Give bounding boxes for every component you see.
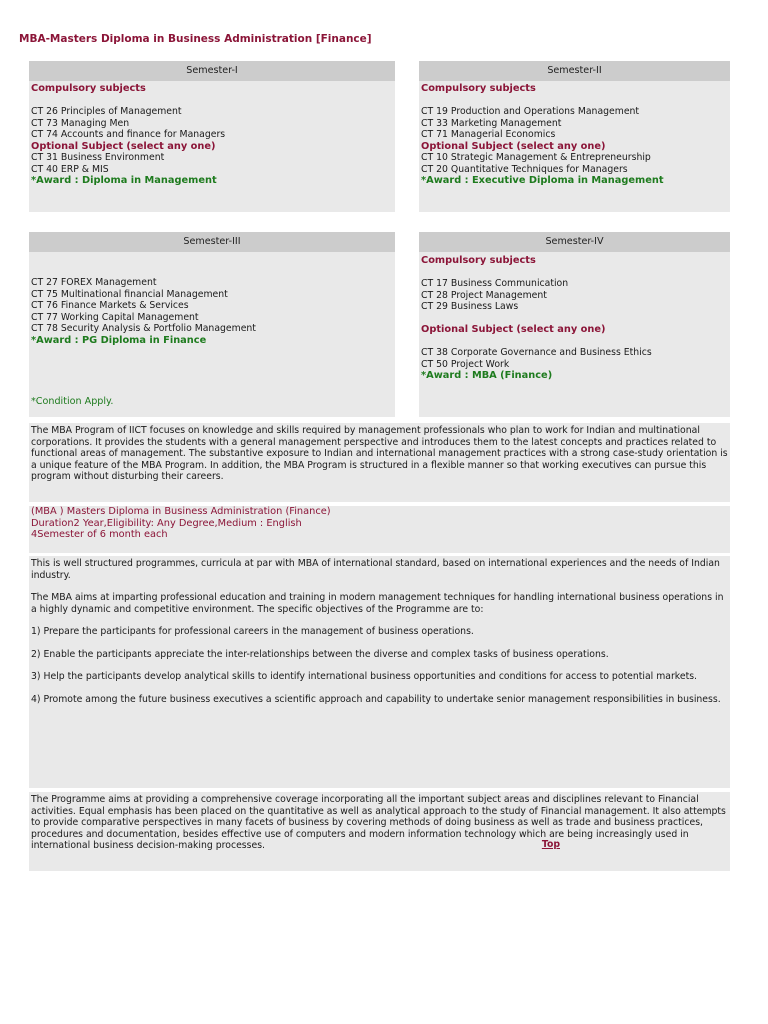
semester-4-heading: Semester-IV — [419, 232, 730, 252]
subject-item: CT 50 Project Work — [421, 358, 510, 370]
course-semesters: 4Semester of 6 month each — [31, 529, 168, 540]
objective-item: 4) Promote among the future business executives a scientific approach and capability to undertake senior management responsibilities in business. — [31, 693, 721, 705]
award-text: *Award : Diploma in Management — [31, 175, 217, 186]
subject-item: CT 33 Marketing Management — [421, 117, 562, 129]
subject-item: CT 19 Production and Operations Management — [421, 106, 640, 117]
course-duration: Duration2 Year,Eligibility: Any Degree,Medium : English — [31, 517, 302, 529]
subject-item: CT 71 Managerial Economics — [421, 129, 556, 140]
compulsory-label: Compulsory subjects — [421, 255, 536, 266]
subject-item: CT 20 Quantitative Techniques for Managers — [421, 163, 628, 175]
course-name: (MBA ) Masters Diploma in Business Administration (Finance) — [31, 506, 331, 517]
subject-item: CT 26 Principles of Management — [31, 106, 182, 117]
subject-item: CT 31 Business Environment — [31, 152, 165, 163]
objective-item: 2) Enable the participants appreciate the inter-relationships between the diverse and complex tasks of business operations. — [31, 648, 609, 660]
semester-1-heading: Semester-I — [29, 61, 395, 81]
optional-label: Optional Subject (select any one) — [31, 140, 216, 152]
page-title: MBA-Masters Diploma in Business Administration [Finance] — [19, 33, 372, 45]
condition-note: *Condition Apply. — [31, 396, 114, 407]
award-text: *Award : PG Diploma in Finance — [31, 334, 207, 346]
subject-item: CT 40 ERP & MIS — [31, 163, 109, 175]
compulsory-label: Compulsory subjects — [31, 83, 146, 94]
course-info-block — [29, 506, 730, 553]
objectives-aim: The MBA aims at imparting professional education and training in modern management techniques for handling international business operations in a highly dynamic and competitive environment. The specific objectives of the Programme are to: — [31, 592, 724, 615]
objectives-intro: This is well structured programmes, curricula at par with MBA of international standard, based on international experiences and the needs of Indian industry. — [31, 558, 720, 581]
subject-item: CT 74 Accounts and finance for Managers — [31, 129, 226, 140]
subject-item: CT 75 Multinational financial Management — [31, 288, 228, 300]
subject-item: CT 28 Project Management — [421, 289, 547, 301]
subject-item: CT 73 Managing Men — [31, 117, 130, 129]
subject-item: CT 29 Business Laws — [421, 301, 519, 312]
semester-1-panel — [29, 61, 395, 212]
award-text: *Award : Executive Diploma in Management — [421, 175, 664, 186]
subject-item: CT 38 Corporate Governance and Business Ethics — [421, 347, 652, 358]
objective-item: 3) Help the participants develop analytical skills to identify international business opportunities and conditions for access to potential markets. — [31, 671, 698, 682]
award-text: *Award : MBA (Finance) — [421, 370, 553, 381]
optional-label: Optional Subject (select any one) — [421, 324, 606, 335]
semester-3-panel — [29, 232, 395, 417]
objective-item: 1) Prepare the participants for professional careers in the management of business operations. — [31, 626, 474, 637]
subject-item: CT 76 Finance Markets & Services — [31, 300, 189, 311]
subject-item: CT 10 Strategic Management & Entrepreneurship — [421, 152, 651, 163]
top-link[interactable]: Top — [541, 839, 560, 850]
semester-3-heading: Semester-III — [29, 232, 395, 252]
subject-item: CT 77 Working Capital Management — [31, 311, 199, 323]
program-intro-text: The MBA Program of IICT focuses on knowledge and skills required by management professionals who plan to work for Indian and multinational corporations. It provides the students with a general management perspective and introduces them to the latest concepts and practices related to functional areas of management. The substantive exposure to Indian and international management practices with a strong case-study orientation is a unique feature of the MBA Program. In addition, the MBA Program is structured in a flexible manner so that working executives can pursue this program without disturbing their careers. — [31, 425, 728, 482]
subject-item: CT 27 FOREX Management — [31, 277, 157, 288]
closing-block — [29, 792, 730, 871]
semester-2-panel — [419, 61, 730, 212]
subject-item: CT 78 Security Analysis & Portfolio Management — [31, 323, 256, 334]
optional-label: Optional Subject (select any one) — [421, 140, 606, 152]
semester-2-heading: Semester-II — [419, 61, 730, 81]
subject-item: CT 17 Business Communication — [421, 278, 569, 289]
program-intro-block — [29, 423, 730, 502]
semester-4-panel — [419, 232, 730, 417]
closing-text: The Programme aims at providing a comprehensive coverage incorporating all the important subject areas and disciplines relevant to Financial activities. Equal emphasis has been placed on the quantitative as well as analytical approach to the study of Financial management. It also attempts to provide comparative perspectives in many facets of business by covering methods of doing business as well as trade and business practices, procedures and documentation, besides effective use of computers and modern information technology which are being increasingly used in international business decision-making processes. — [31, 794, 726, 851]
objectives-block — [29, 556, 730, 788]
compulsory-label: Compulsory subjects — [421, 83, 536, 94]
